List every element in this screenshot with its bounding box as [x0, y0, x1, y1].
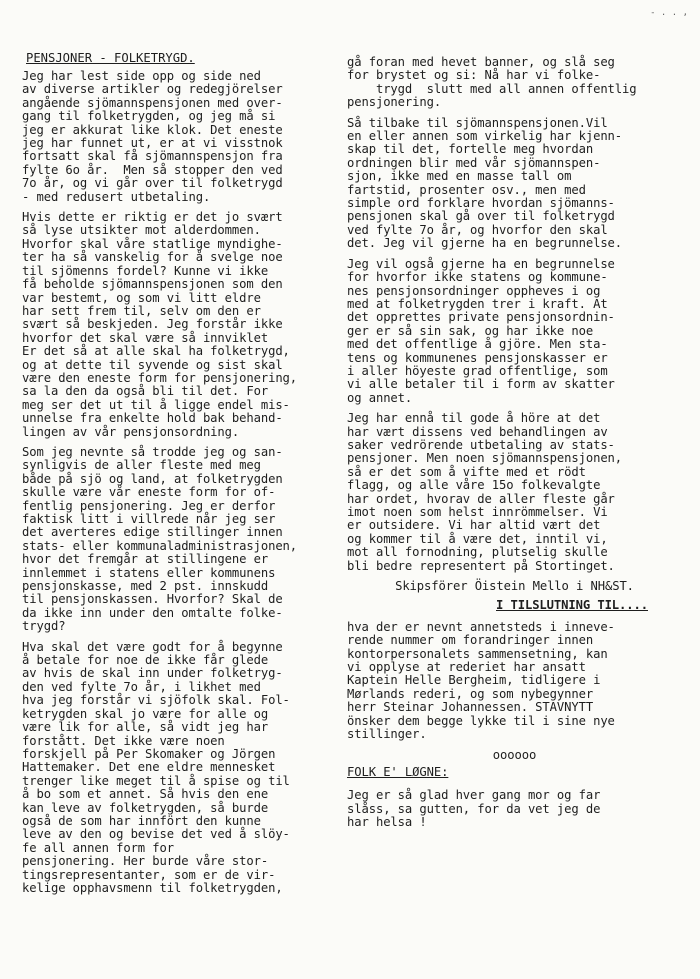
text-line: ordningen blir med vår sjömannspen-	[347, 155, 601, 170]
text-line: ved fylte 7o år, og hvorfor den skal	[347, 222, 608, 237]
article-title: PENSJONER - FOLKETRYGD.	[26, 51, 195, 65]
right-article-body	[347, 56, 682, 573]
text-line: Hvorfor skal våre statlige myndighe-	[22, 236, 283, 251]
text-line: for hvorfor ikke statens og kommune-	[347, 270, 608, 285]
text-line: fentlig pensjonering. Jeg er derfor	[22, 498, 276, 513]
text-line: rende nummer om forandringer innen	[347, 633, 594, 648]
text-line: pensjoner. Men noen sjömannspensjonen,	[347, 451, 623, 466]
text-line: ger er så sin sak, og har ikke noe	[347, 323, 594, 338]
text-line: både på sjö og land, at folketrygden	[22, 471, 283, 486]
text-line: jeg har funnet ut, er at vi visstnok	[22, 136, 283, 151]
text-line: gang til folketrygden, og jeg må si	[22, 109, 276, 124]
paragraph	[22, 70, 357, 204]
text-line: meg ser det ut til å ligge endel mis-	[22, 397, 290, 412]
left-article-body	[22, 70, 357, 895]
right-column	[347, 56, 682, 837]
text-line: å bo som et annet. Så hvis den ene	[22, 787, 269, 802]
text-line: Jeg har lest side opp og side ned	[22, 69, 261, 83]
text-line: pensjonskasse, med 2 pst. innskudd	[22, 579, 269, 594]
text-line: til pensjonskassen. Hvorfor? Skal de	[22, 592, 283, 607]
text-line: Jeg har ennå til gode å höre at det	[347, 411, 601, 426]
text-line: Jeg vil også gjerne ha en begrunnelse	[347, 256, 615, 271]
text-line: Er det så at alle skal ha folketrygd,	[22, 344, 290, 359]
text-line: fortsatt skal få sjömannspensjon fra	[22, 149, 283, 164]
text-line: så er det som å vifte med et rödt	[347, 464, 586, 479]
text-line: til sjömenns fordel? Kunne vi ikke	[22, 263, 269, 278]
text-line: forskjell på Per Skomaker og Jörgen	[22, 746, 276, 761]
text-line: hvor det fremgår at stillingene er	[22, 552, 269, 567]
page-edge-mark: - . . ,	[650, 8, 688, 18]
text-line: med at folketrygden trer i kraft. At	[347, 296, 608, 311]
text-line: pensjonen skal gå over til folketrygd	[347, 209, 615, 224]
text-line: det opprettes private pensjonsordnin-	[347, 310, 615, 325]
paragraph	[347, 258, 682, 405]
text-line: Hattemaker. Det ene eldre mennesket	[22, 760, 276, 775]
left-column	[22, 52, 357, 902]
text-line: synligvis de aller fleste med meg	[22, 458, 261, 473]
text-line: vi opplyse at rederiet har ansatt	[347, 660, 586, 675]
text-line: har helsa !	[347, 815, 427, 830]
separator: oooooo	[492, 747, 537, 762]
text-line: svært så beskjeden. Jeg forstår ikke	[22, 317, 283, 332]
text-line: den ved fylte 7o år, i likhet med	[22, 679, 261, 694]
paragraph	[347, 117, 682, 251]
text-line: det. Jeg vil gjerne ha en begrunnelse.	[347, 236, 623, 251]
text-line: mot all fornodning, plutselig skulle	[347, 545, 608, 560]
text-line: hva jeg forstår vi sjöfolk skal. Fol-	[22, 693, 290, 708]
text-line: pensjonering.	[347, 95, 442, 110]
paragraph	[22, 446, 357, 634]
paragraph	[22, 641, 357, 896]
text-line: innlemmet i statens eller kommunens	[22, 565, 276, 580]
text-line: stats- eller kommunaladministrasjonen,	[22, 538, 298, 553]
text-line: 7o år, og vi går over til folketrygd	[22, 176, 283, 191]
section-title: I TILSLUTNING TIL....	[496, 598, 648, 613]
text-line: Kaptein Helle Bergheim, tidligere i	[347, 673, 601, 688]
text-line: trenger like meget til å spise og til	[22, 773, 290, 788]
text-line: skap til det, fortelle meg hvordan	[347, 142, 594, 157]
text-line: lingen av vår pensjonsordning.	[22, 424, 240, 439]
text-line: Hvis dette er riktig er det jo svært	[22, 210, 283, 225]
text-line: da ikke inn under den omtalte folke-	[22, 605, 283, 620]
text-line: nes pensjonsordninger oppheves i og	[347, 283, 601, 298]
text-line: skulle være vår eneste form for of-	[22, 485, 276, 500]
text-line: sjon, ikke med en masse tall om	[347, 169, 572, 184]
text-line: Hva skal det være godt for å begynne	[22, 639, 283, 654]
text-line: så lyse utsikter mot alderdommen.	[22, 223, 261, 238]
text-line: ter ha så vanskelig for å svelge noe	[22, 250, 283, 265]
text-line: kelige opphavsmenn til folketrygden,	[22, 880, 283, 895]
text-line: simple ord forklare hvordan sjömanns-	[347, 196, 615, 211]
text-line: har ordet, hvorav de aller fleste går	[347, 491, 615, 506]
text-line: med det offentlige å gjöre. Men sta-	[347, 337, 608, 352]
text-line: være den eneste form for pensjonering,	[22, 370, 298, 385]
text-line: fe all annen form for	[22, 840, 174, 855]
text-line: herr Steinar Johannessen. STAVNYTT	[347, 700, 594, 715]
text-line: unnelse fra enkelte hold bak behand-	[22, 411, 283, 426]
text-line: trygd slutt med all annen offentlig	[347, 81, 637, 96]
text-line: flagg, og alle våre 15o folkevalgte	[347, 478, 601, 493]
folk-paragraph	[347, 789, 682, 829]
text-line: stillinger.	[347, 727, 427, 742]
text-line: Mørlands rederi, og som nybegynner	[347, 686, 594, 701]
text-line: leve av den og bevise det ved å slöy-	[22, 827, 290, 842]
text-line: av diverse artikler og redegjörelser	[22, 82, 283, 97]
text-line: tens og kommunenes pensjonskasser er	[347, 350, 608, 365]
text-line: ketrygden skal jo være for alle og	[22, 706, 269, 721]
text-line: Jeg er så glad hver gang mor og far	[347, 788, 601, 803]
text-line: kontorpersonalets sammensetning, kan	[347, 646, 608, 661]
text-line: hva der er nevnt annetsteds i inneve-	[347, 619, 615, 634]
text-line: i aller höyeste grad offentlige, som	[347, 363, 608, 378]
text-line: fartstid, prosenter osv., men med	[347, 182, 586, 197]
text-line: önsker dem begge lykke til i sine nye	[347, 713, 615, 728]
text-line: er outsidere. Vi har altid vært det	[347, 518, 601, 533]
text-line: imot noen som helst innrömmelser. Vi	[347, 505, 608, 519]
text-line: fylte 6o år. Men så stopper den ved	[22, 162, 283, 177]
text-line: for brystet og si: Nå har vi folke-	[347, 68, 601, 83]
text-line: tingsrepresentanter, som er de vir-	[22, 867, 276, 882]
text-line: har vært dissens ved behandlingen av	[347, 424, 608, 439]
text-line: jeg er akkurat like klok. Det eneste	[22, 122, 283, 137]
text-line: pensjonering. Her burde våre stor-	[22, 854, 269, 869]
text-line: angående sjömannspensjonen med over-	[22, 95, 283, 110]
text-line: har sett frem til, selv om den er	[22, 303, 261, 318]
article-signature: Skipsförer Öistein Mello i NH&ST.	[395, 579, 634, 594]
text-line: gå foran med hevet banner, og slå seg	[347, 55, 615, 69]
paragraph	[347, 412, 682, 573]
text-line: sa la den da også bli til det. For	[22, 384, 269, 399]
text-line: få beholde sjömannspensjonen som den	[22, 277, 283, 292]
text-line: forstått. Det ikke være noen	[22, 733, 225, 748]
text-line: være lik for alle, så vidt jeg har	[22, 720, 269, 735]
text-line: slåss, sa gutten, for da vet jeg de	[347, 801, 601, 816]
text-line: og at dette til syvende og sist skal	[22, 357, 283, 372]
text-line: Som jeg nevnte så trodde jeg og san-	[22, 444, 283, 459]
paragraph	[22, 211, 357, 439]
text-line: bli bedre representert på Stortinget.	[347, 558, 615, 573]
text-line: av hvis de skal inn under folketryg-	[22, 666, 283, 681]
section-paragraph	[347, 621, 682, 742]
text-line: hvorfor det skal være så innviklet	[22, 330, 269, 345]
text-line: og annet.	[347, 390, 413, 405]
text-line: og kommer til å være det, inntil vi,	[347, 531, 608, 546]
text-line: en eller annen som virkelig har kjenn-	[347, 129, 623, 144]
paragraph	[347, 56, 682, 110]
text-line: vi alle betaler til i form av skatter	[347, 377, 615, 392]
text-line: kan leve av folketrygden, så burde	[22, 800, 269, 815]
text-line: faktisk litt i villrede når jeg ser	[22, 512, 276, 526]
text-line: å betale for noe de ikke får glede	[22, 653, 269, 668]
text-line: det averteres edige stillinger innen	[22, 525, 283, 540]
text-line: Så tilbake til sjömannspensjonen.Vil	[347, 115, 608, 130]
text-line: trygd?	[22, 619, 66, 634]
folk-title: FOLK E' LØGNE:	[347, 764, 449, 779]
text-line: - med redusert utbetaling.	[22, 189, 211, 204]
text-line: saker vedrörende utbetaling av stats-	[347, 437, 615, 452]
text-line: også de som har innfört den kunne	[22, 813, 261, 828]
text-line: var bestemt, og som vi litt eldre	[22, 290, 261, 305]
